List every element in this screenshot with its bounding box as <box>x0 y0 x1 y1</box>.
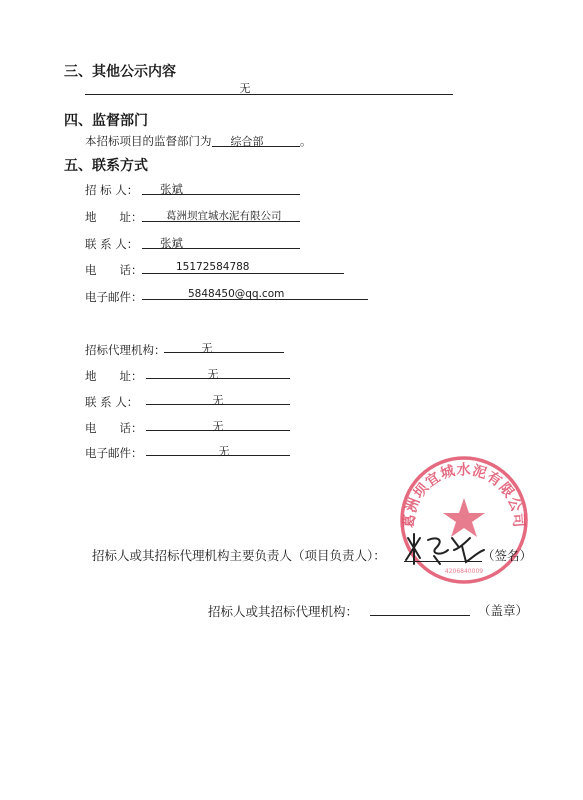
tenderer-address-label: 地 址： <box>85 210 143 224</box>
section5-heading: 五、联系方式 <box>64 158 148 174</box>
tenderer-phone-value: 15172584788 <box>176 261 250 273</box>
agency-phone-value: 无 <box>212 420 224 433</box>
stamp-note: （盖章） <box>478 603 529 618</box>
tenderer-phone-label: 电 话： <box>85 263 143 277</box>
supervision-text-before: 本招标项目的监督部门为 <box>85 134 212 148</box>
signature-underline <box>404 561 482 562</box>
agency-label: 招标代理机构： <box>85 343 166 357</box>
tenderer-value: 张斌 <box>160 182 183 196</box>
responsible-label: 招标人或其招标代理机构主要负责人（项目负责人）： <box>92 548 386 563</box>
org-label: 招标人或其招标代理机构： <box>208 604 359 619</box>
agency-value: 无 <box>201 342 213 355</box>
tenderer-address-value: 葛洲坝宜城水泥有限公司 <box>166 210 282 222</box>
tenderer-label: 招 标 人： <box>85 183 139 197</box>
seal-text: 葛洲坝宜城水泥有限公司 <box>401 462 527 529</box>
section4-heading: 四、监督部门 <box>64 113 148 129</box>
agency-address-label: 地 址： <box>85 369 143 383</box>
section3-content: 无 <box>239 82 251 95</box>
agency-address-value: 无 <box>207 368 219 381</box>
agency-contact-value: 无 <box>212 394 224 407</box>
tenderer-contact-label: 联 系 人： <box>85 237 139 251</box>
tenderer-email-label: 电子邮件： <box>85 290 143 304</box>
handwritten-signature <box>400 528 490 568</box>
stamp-underline <box>370 615 470 616</box>
sign-note: （签名） <box>482 548 533 563</box>
tenderer-email-value: 5848450@qq.com <box>188 288 285 300</box>
supervision-text-after: 。 <box>300 134 312 148</box>
seal-number: 4206840009 <box>444 568 484 575</box>
agency-email-value: 无 <box>218 445 230 458</box>
tenderer-phone-underline <box>142 273 344 274</box>
tenderer-contact-value: 张斌 <box>160 236 183 250</box>
agency-phone-label: 电 话： <box>85 421 143 435</box>
agency-email-label: 电子邮件： <box>85 446 143 460</box>
supervision-department: 综合部 <box>230 135 264 148</box>
agency-contact-label: 联 系 人： <box>85 395 139 409</box>
section3-heading: 三、其他公示内容 <box>64 64 176 80</box>
